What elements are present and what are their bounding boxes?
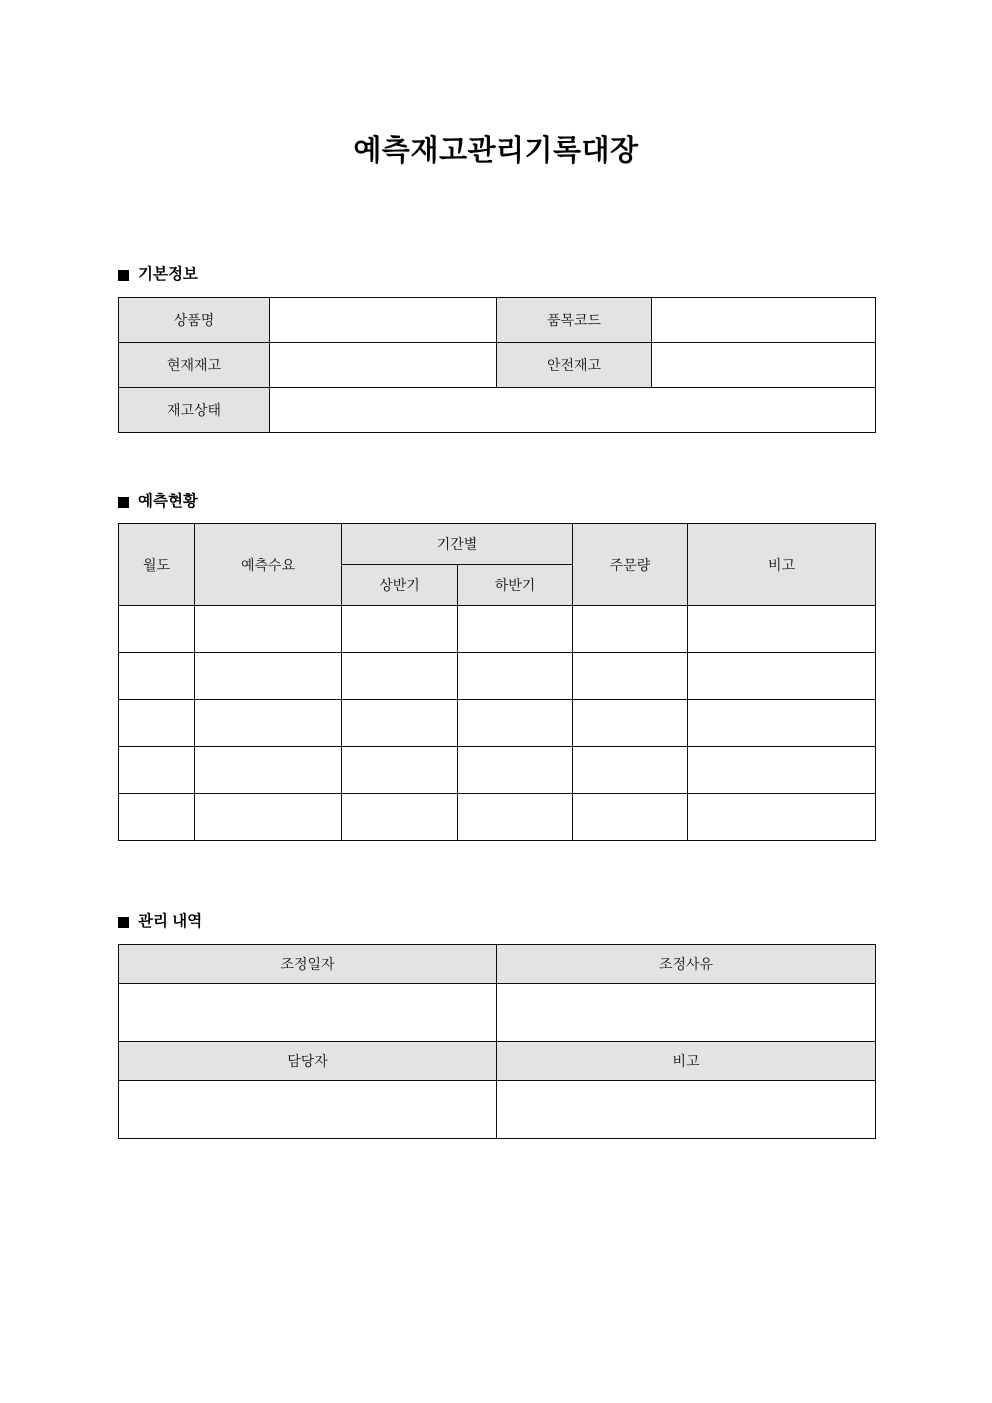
cell-second-half[interactable] [458,606,573,653]
field-adjust-reason[interactable] [497,984,876,1042]
table-row [119,794,876,841]
label-current-stock: 현재재고 [119,342,270,387]
cell-order-qty[interactable] [573,653,688,700]
column-header-adjust-reason: 조정사유 [497,945,876,984]
section-heading-management-history [118,913,874,932]
table-header-row [119,524,876,565]
section-heading-basic-info [118,266,874,285]
section-heading-label: 기본정보 [138,266,198,284]
table-row [119,387,876,432]
cell-second-half[interactable] [458,747,573,794]
cell-first-half[interactable] [342,700,458,747]
cell-month[interactable] [119,606,195,653]
field-current-stock[interactable] [270,342,497,387]
label-stock-status: 재고상태 [119,387,270,432]
cell-note[interactable] [688,653,876,700]
table-row [119,653,876,700]
label-item-code: 품목코드 [497,297,652,342]
cell-forecast[interactable] [195,653,342,700]
label-product-name: 상품명 [119,297,270,342]
table-row [119,297,876,342]
cell-forecast[interactable] [195,700,342,747]
forecast-status-table [118,523,876,841]
cell-forecast[interactable] [195,606,342,653]
management-history-table [118,944,876,1139]
cell-first-half[interactable] [342,794,458,841]
cell-forecast[interactable] [195,794,342,841]
column-header-month: 월도 [119,524,195,606]
column-header-note: 비고 [688,524,876,606]
cell-order-qty[interactable] [573,700,688,747]
cell-month[interactable] [119,653,195,700]
cell-second-half[interactable] [458,653,573,700]
filled-square-icon [118,497,129,508]
column-header-forecast-demand: 예측수요 [195,524,342,606]
section-heading-forecast-status [118,493,874,512]
filled-square-icon [118,917,129,928]
field-stock-status[interactable] [270,387,876,432]
column-header-remarks: 비고 [497,1042,876,1081]
section-heading-label: 관리 내역 [138,913,203,931]
field-item-code[interactable] [652,297,876,342]
column-header-first-half: 상반기 [342,565,458,606]
field-adjust-date[interactable] [119,984,497,1042]
label-safety-stock: 안전재고 [497,342,652,387]
table-header-row [119,945,876,984]
cell-month[interactable] [119,747,195,794]
column-header-order-qty: 주문량 [573,524,688,606]
cell-order-qty[interactable] [573,794,688,841]
cell-month[interactable] [119,700,195,747]
table-header-row [119,1042,876,1081]
basic-info-table [118,297,876,433]
cell-first-half[interactable] [342,747,458,794]
column-header-period-group: 기간별 [342,524,573,565]
column-header-manager: 담당자 [119,1042,497,1081]
column-header-adjust-date: 조정일자 [119,945,497,984]
cell-first-half[interactable] [342,606,458,653]
table-row [119,606,876,653]
table-row [119,747,876,794]
field-manager[interactable] [119,1081,497,1139]
field-product-name[interactable] [270,297,497,342]
cell-month[interactable] [119,794,195,841]
column-header-second-half: 하반기 [458,565,573,606]
table-row [119,984,876,1042]
table-row [119,342,876,387]
cell-second-half[interactable] [458,700,573,747]
table-row [119,700,876,747]
cell-order-qty[interactable] [573,747,688,794]
cell-second-half[interactable] [458,794,573,841]
table-row [119,1081,876,1139]
cell-note[interactable] [688,700,876,747]
field-remarks[interactable] [497,1081,876,1139]
field-safety-stock[interactable] [652,342,876,387]
page-title: 예측재고관리기록대장 [353,135,639,167]
cell-order-qty[interactable] [573,606,688,653]
cell-first-half[interactable] [342,653,458,700]
cell-note[interactable] [688,747,876,794]
cell-note[interactable] [688,606,876,653]
section-heading-label: 예측현황 [138,492,198,510]
cell-note[interactable] [688,794,876,841]
cell-forecast[interactable] [195,747,342,794]
filled-square-icon [118,270,129,281]
